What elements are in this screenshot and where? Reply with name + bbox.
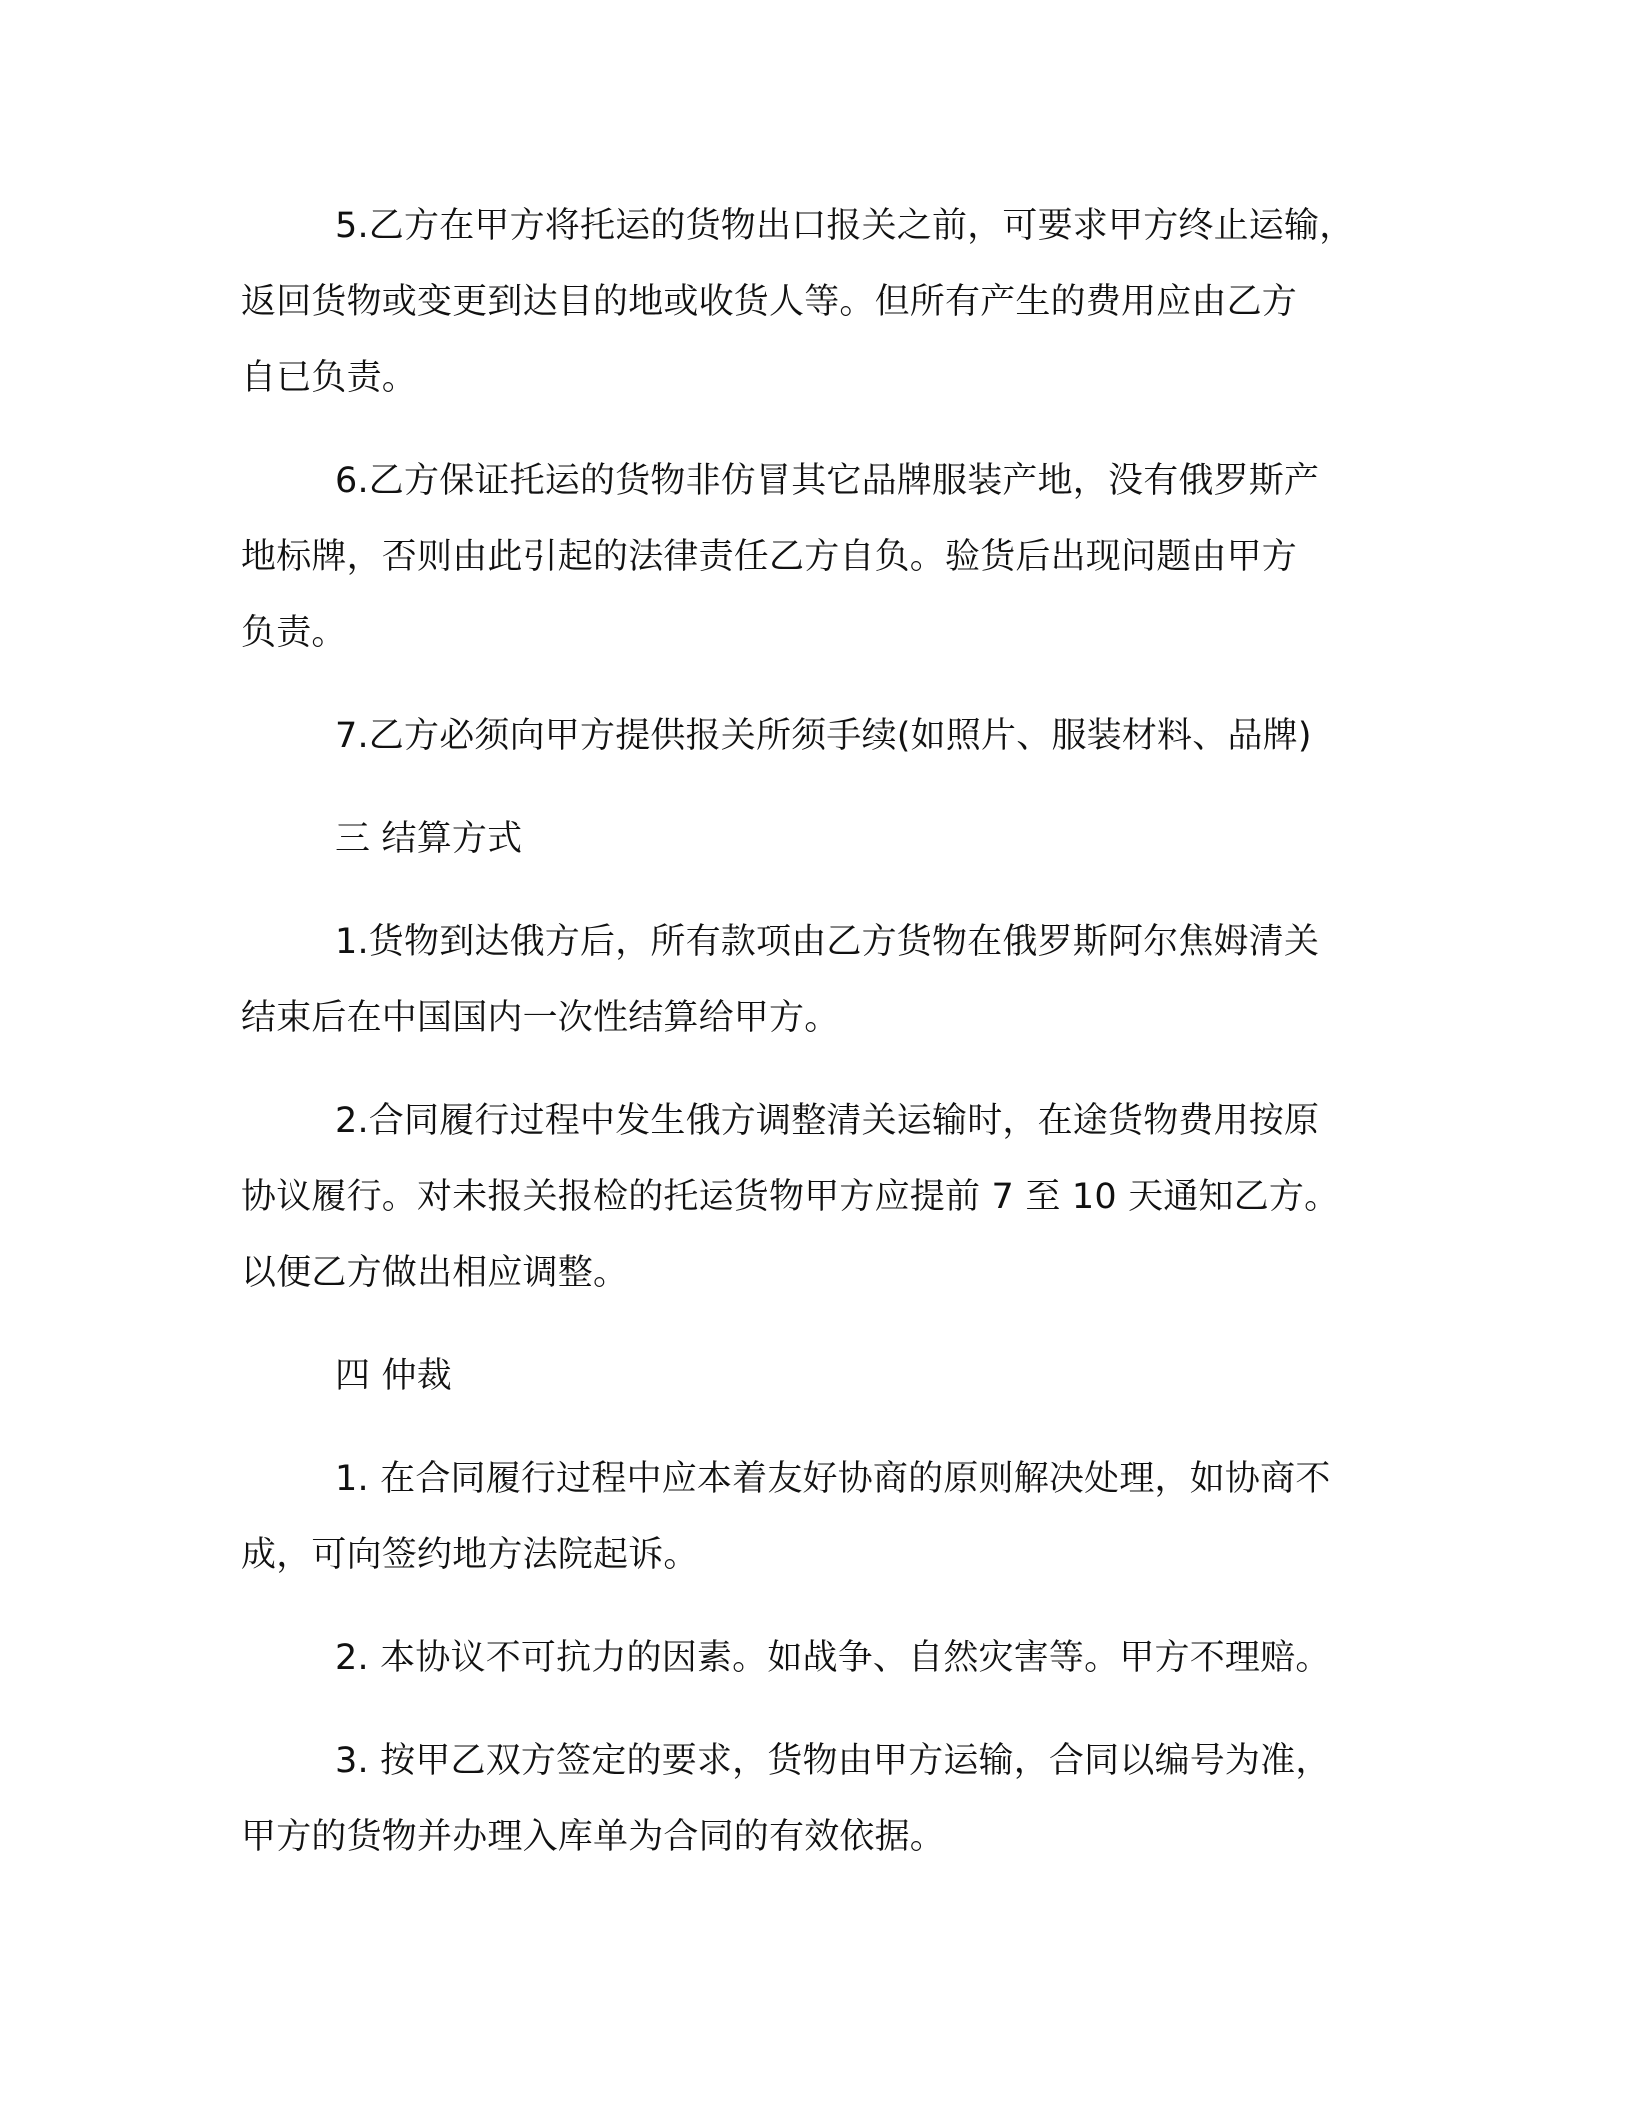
text-line: 1. 在合同履行过程中应本着友好协商的原则解决处理，如协商不 xyxy=(335,1459,1331,1499)
text-line: 2. 本协议不可抗力的因素。如战争、自然灾害等。甲方不理赔。 xyxy=(335,1638,1331,1678)
settlement-clause-2 xyxy=(241,1083,1401,1311)
clause-5 xyxy=(241,188,1401,416)
text-line: 结束后在中国国内一次性结算给甲方。 xyxy=(241,998,840,1038)
section-heading-arbitration xyxy=(241,1338,1401,1414)
text-line: 3. 按甲乙双方签定的要求，货物由甲方运输，合同以编号为准， xyxy=(335,1741,1331,1781)
text-line: 以便乙方做出相应调整。 xyxy=(241,1253,629,1293)
settlement-clause-1 xyxy=(241,904,1401,1056)
section-heading-settlement xyxy=(241,801,1401,877)
text-line: 7.乙方必须向甲方提供报关所须手续(如照片、服装材料、品牌) xyxy=(335,716,1312,756)
text-line: 返回货物或变更到达目的地或收货人等。但所有产生的费用应由乙方 xyxy=(241,282,1298,322)
section-title: 三 结算方式 xyxy=(335,819,523,859)
text-line: 成，可向签约地方法院起诉。 xyxy=(241,1535,699,1575)
text-line: 2.合同履行过程中发生俄方调整清关运输时，在途货物费用按原 xyxy=(335,1101,1320,1141)
text-line: 地标牌，否则由此引起的法律责任乙方自负。验货后出现问题由甲方 xyxy=(241,537,1298,577)
text-line: 1.货物到达俄方后，所有款项由乙方货物在俄罗斯阿尔焦姆清关 xyxy=(335,922,1320,962)
section-title: 四 仲裁 xyxy=(335,1356,452,1396)
text-line: 自已负责。 xyxy=(241,358,418,398)
arbitration-clause-2 xyxy=(241,1620,1401,1696)
document-body xyxy=(241,188,1401,1875)
text-line: 负责。 xyxy=(241,613,347,653)
text-line: 6.乙方保证托运的货物非仿冒其它品牌服装产地，没有俄罗斯产 xyxy=(335,461,1320,501)
text-line: 5.乙方在甲方将托运的货物出口报关之前，可要求甲方终止运输， xyxy=(335,206,1355,246)
text-line: 协议履行。对未报关报检的托运货物甲方应提前 7 至 10 天通知乙方。 xyxy=(241,1177,1340,1217)
clause-6 xyxy=(241,443,1401,671)
arbitration-clause-3 xyxy=(241,1723,1401,1875)
clause-7 xyxy=(241,698,1401,774)
text-line: 甲方的货物并办理入库单为合同的有效依据。 xyxy=(241,1817,946,1857)
arbitration-clause-1 xyxy=(241,1441,1401,1593)
